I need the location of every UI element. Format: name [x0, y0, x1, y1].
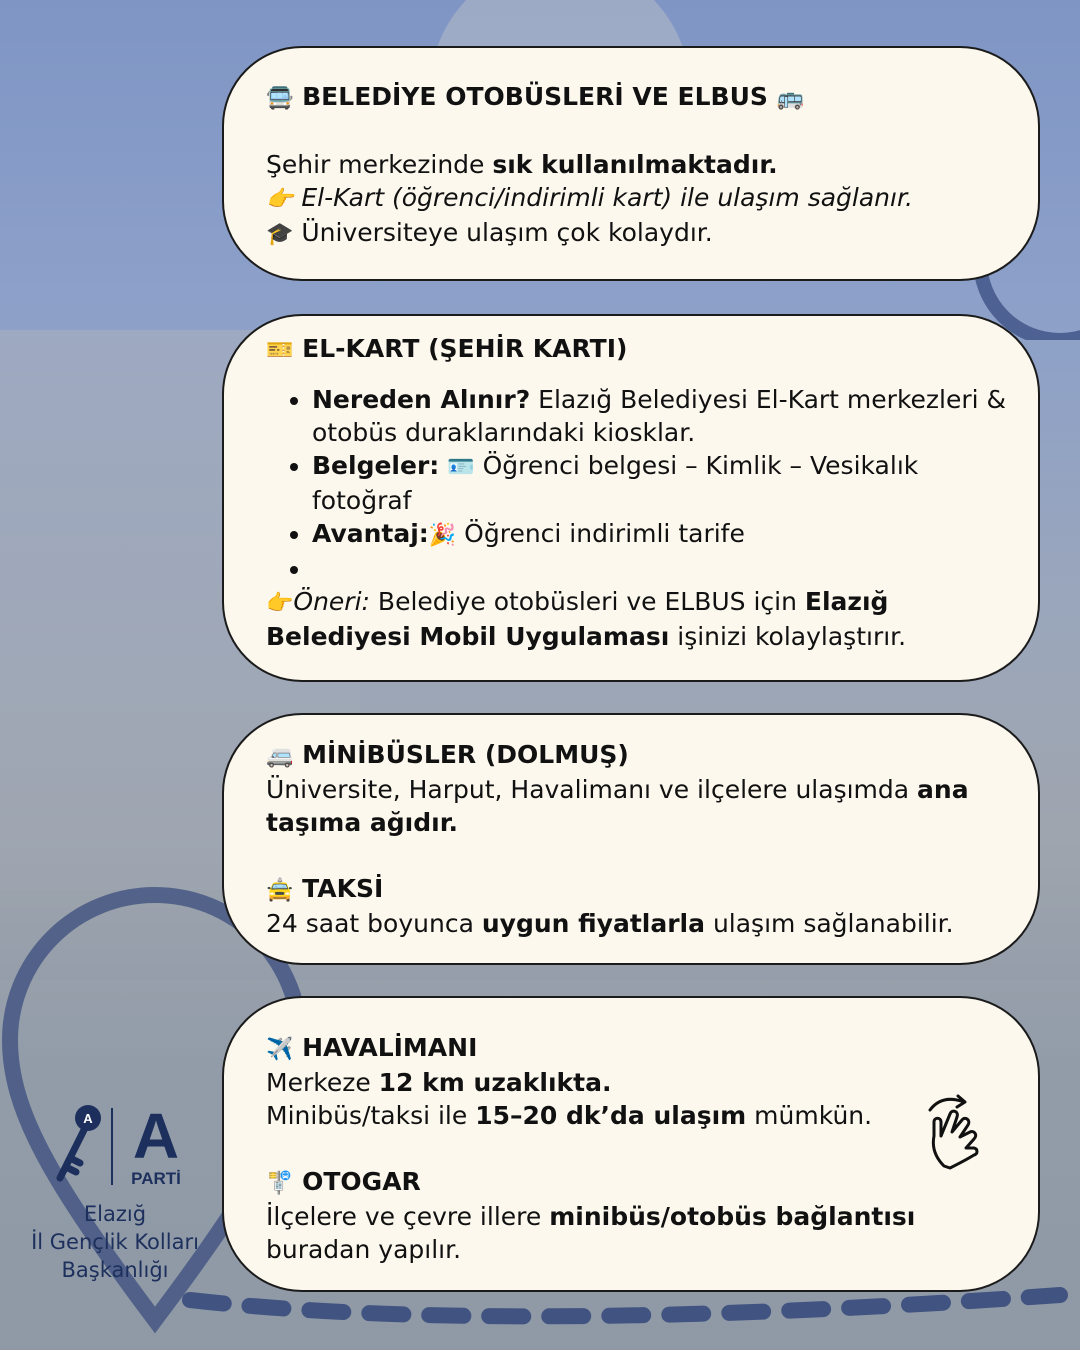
card-heading: OTOGAR — [302, 1167, 421, 1196]
party-popper-icon: 🎉 — [428, 523, 457, 548]
card-line: 24 saat boyunca uygun fiyatlarla ulaşım sağlanabilir. — [266, 909, 954, 938]
card-line: Minibüs/taksi ile 15–20 dk’da ulaşım mümkün. — [266, 1101, 873, 1130]
tip-text: 👉Öneri: Belediye otobüsleri ve ELBUS için Elazığ Belediyesi Mobil Uygulaması işinizi kolaylaştırır. — [266, 587, 907, 651]
card-line: Merkeze 12 km uzaklıkta. — [266, 1068, 612, 1097]
pointing-hand-icon: 👉 — [266, 591, 294, 616]
minibus-taxi-card — [222, 713, 1040, 965]
bus-icon: 🚌 — [776, 86, 805, 111]
bus-icon: 🚍 — [266, 86, 294, 111]
svg-text:A: A — [83, 1111, 93, 1126]
id-card-icon: 🪪 — [447, 455, 475, 480]
bus-stop-icon: 🚏 — [266, 1171, 294, 1196]
card-line: 👉 El-Kart (öğrenci/indirimli kart) ile ulaşım sağlanır. — [266, 183, 913, 212]
card-heading: HAVALİMANI — [302, 1033, 478, 1062]
ticket-icon: 🎫 — [266, 338, 294, 363]
minibus-icon: 🚐 — [266, 744, 294, 769]
party-logo — [40, 1100, 200, 1200]
list-item: • Avantaj:🎉 Öğrenci indirimli tarife — [312, 517, 1008, 552]
airport-otogar-card — [222, 996, 1040, 1292]
list-item-empty — [312, 552, 1008, 585]
key-icon — [60, 1105, 101, 1178]
card-line: İlçelere ve çevre illere minibüs/otobüs bağlantısı buradan yapılır. — [266, 1202, 916, 1264]
card-heading: EL-KART (ŞEHİR KARTI) — [302, 334, 628, 363]
bus-info-card — [222, 46, 1040, 281]
tap-gesture-icon — [922, 1092, 992, 1170]
card-line: Üniversite, Harput, Havalimanı ve ilçelere ulaşımda ana taşıma ağıdır. — [266, 775, 969, 837]
card-heading: TAKSİ — [302, 874, 384, 903]
graduation-cap-icon: 🎓 — [266, 222, 294, 247]
elkart-list — [266, 383, 1008, 585]
elkart-info-card — [222, 314, 1040, 682]
list-item: • Belgeler: 🪪 Öğrenci belgesi – Kimlik – Vesikalık fotoğraf — [312, 449, 1008, 517]
airplane-icon: ✈️ — [266, 1037, 294, 1062]
list-item: • Nereden Alınır? Elazığ Belediyesi El-Kart merkezleri & otobüs duraklarındaki kiosklar. — [312, 383, 1008, 449]
card-heading: BELEDİYE OTOBÜSLERİ VE ELBUS — [302, 82, 768, 111]
card-line: Şehir merkezinde sık kullanılmaktadır. — [266, 150, 778, 179]
svg-text:A: A — [132, 1100, 180, 1172]
card-line: 🎓 Üniversiteye ulaşım çok kolaydır. — [266, 218, 713, 247]
card-heading: MİNİBÜSLER (DOLMUŞ) — [302, 740, 629, 769]
party-name: PARTİ — [131, 1169, 181, 1188]
pointing-hand-icon: 👉 — [266, 187, 294, 212]
taxi-icon: 🚖 — [266, 878, 294, 903]
organization-name: Elazığ İl Gençlik Kolları Başkanlığı — [31, 1202, 199, 1282]
